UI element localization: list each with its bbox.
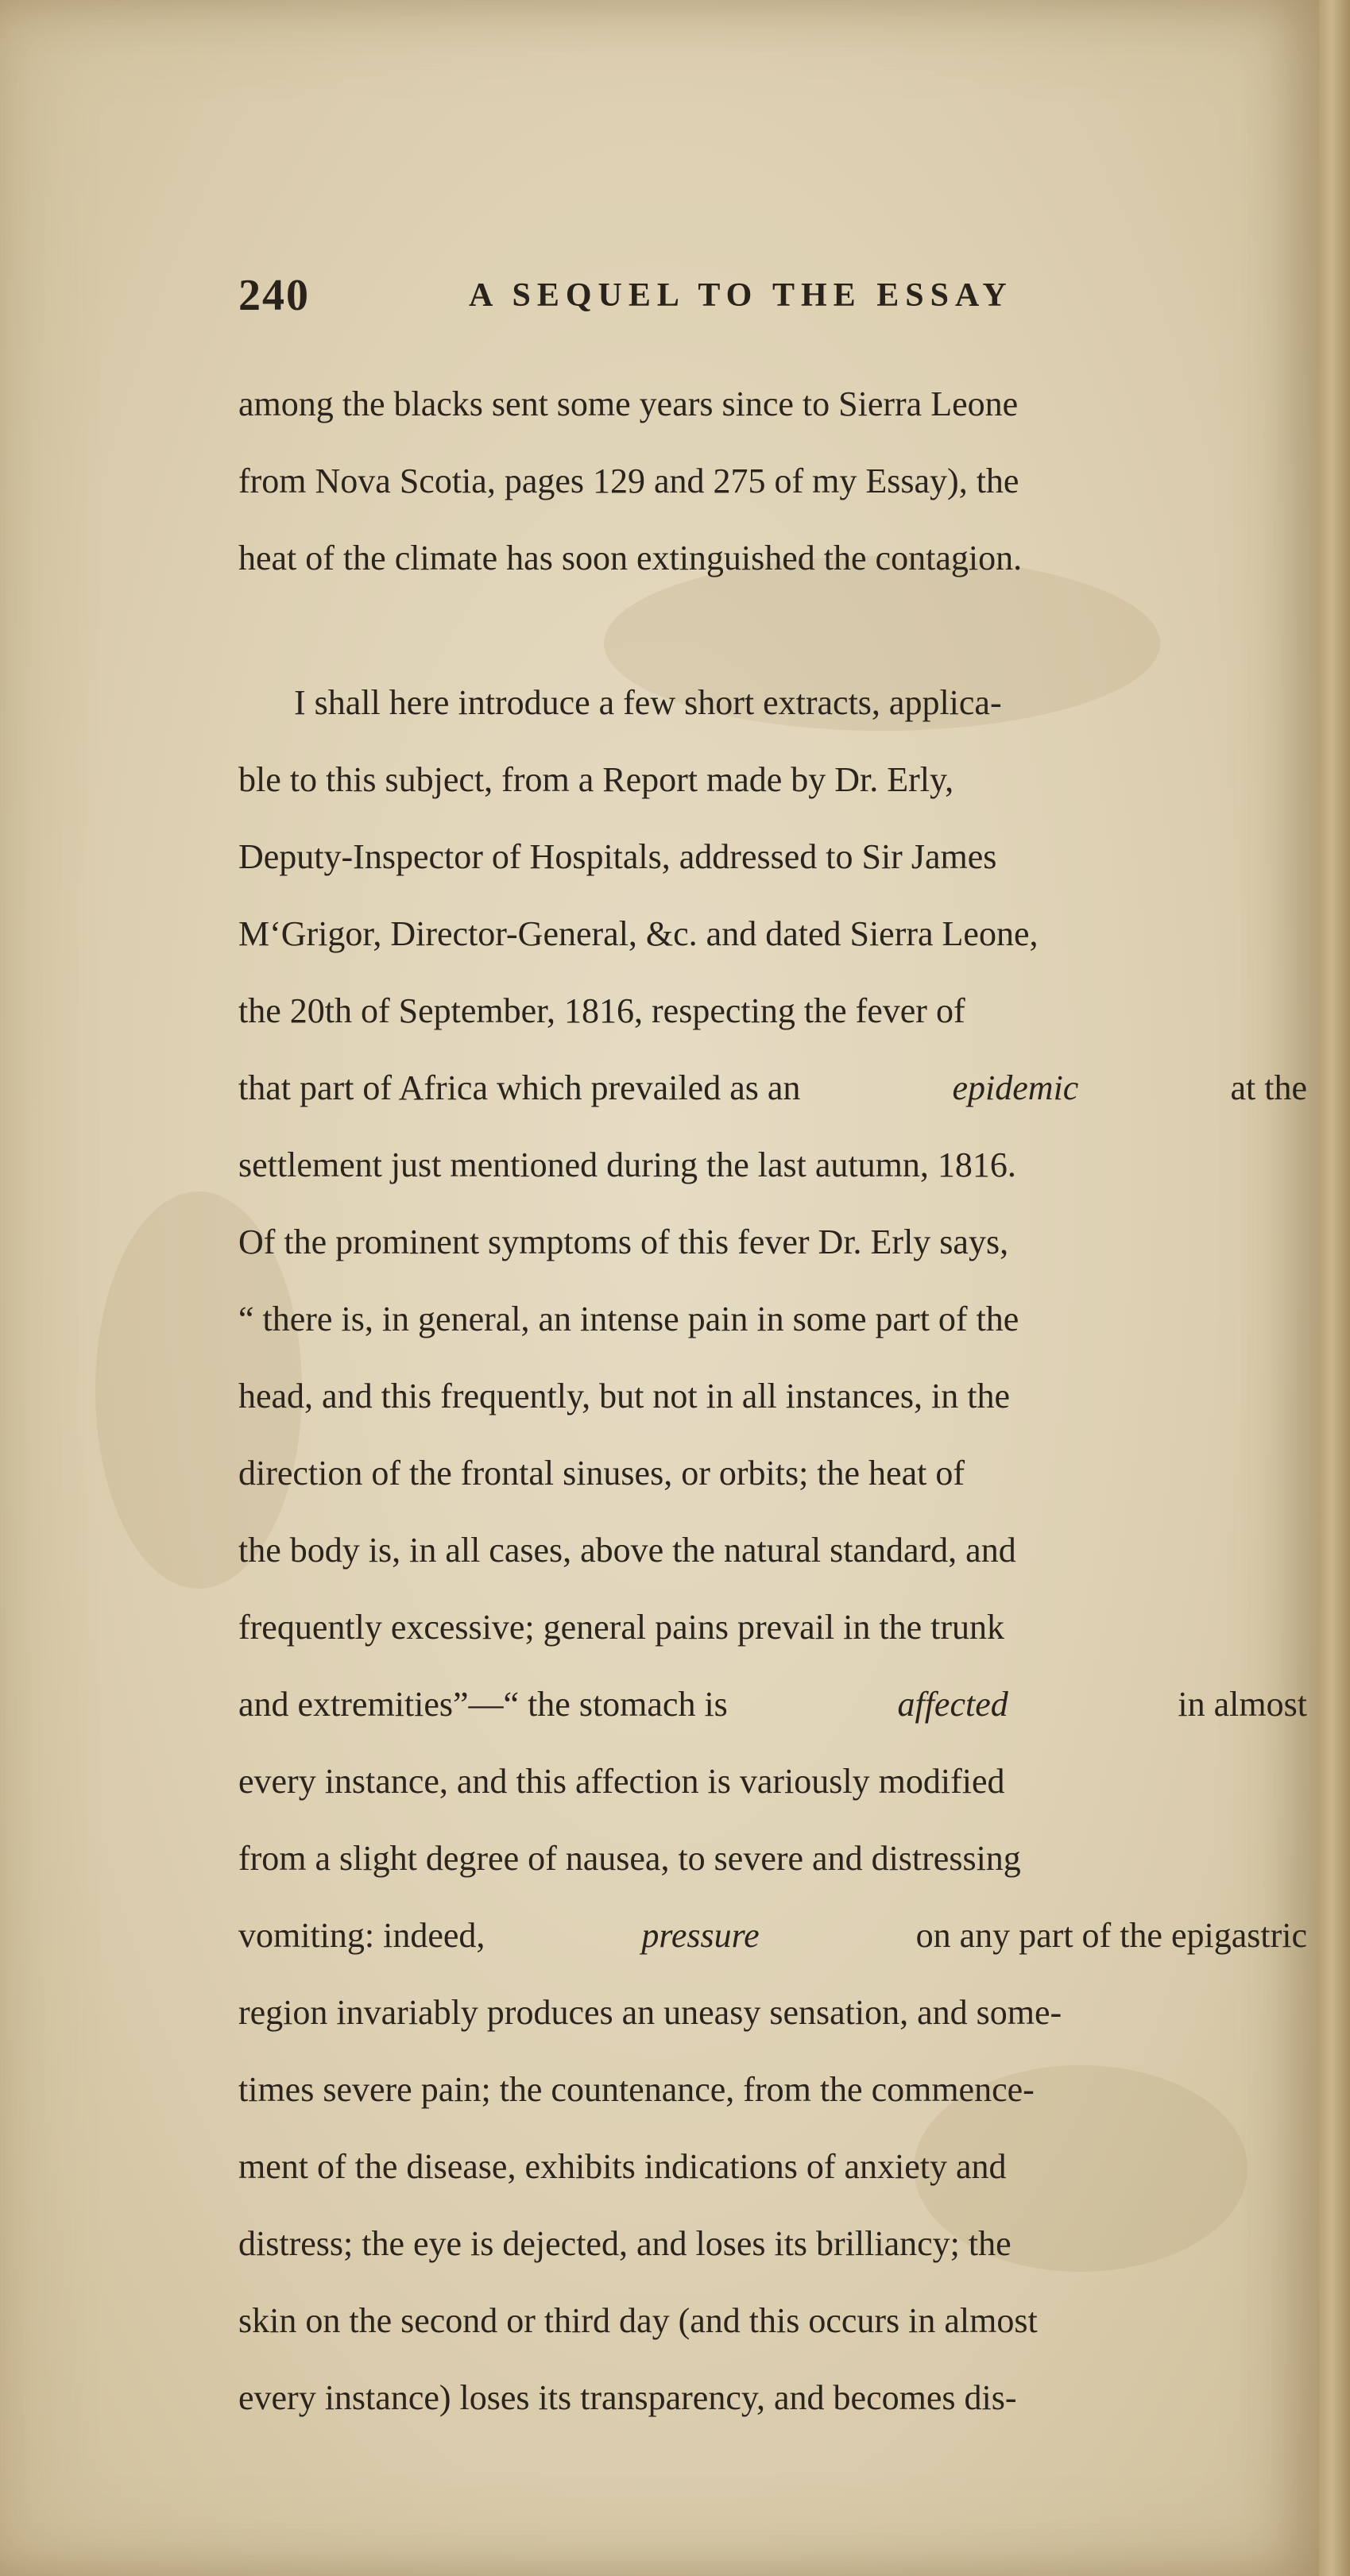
text-line: I shall here introduce a few short extracts, applica- [294, 683, 1002, 722]
text-line: skin on the second or third day (and this occurs in almost [238, 2301, 1038, 2340]
text-line: times severe pain; the countenance, from the commence- [238, 2070, 1035, 2109]
paragraph-1 [238, 365, 1307, 597]
text-line: distress; the eye is dejected, and loses its brilliancy; the [238, 2224, 1012, 2263]
italic-word: epidemic [952, 1068, 1079, 1107]
italic-word: pressure [641, 1916, 760, 1955]
text-line: that part of Africa which prevailed as an epidemic at the [238, 1049, 1307, 1126]
text-line: ment of the disease, exhibits indications of anxiety and [238, 2147, 1007, 2186]
text-line: settlement just mentioned during the last autumn, 1816. [238, 1145, 1016, 1184]
page-edge [1319, 0, 1350, 2576]
text-line: and extremities”—“ the stomach is affected in almost [238, 1666, 1307, 1743]
text-line: among the blacks sent some years since to Sierra Leone [238, 384, 1019, 423]
page-number: 240 [238, 271, 310, 320]
text-line: direction of the frontal sinuses, or orbits; the heat of [238, 1454, 965, 1493]
text-line: Deputy-Inspector of Hospitals, addressed to Sir James [238, 837, 997, 876]
text-line: the 20th of September, 1816, respecting the fever of [238, 991, 965, 1030]
running-title: A SEQUEL TO THE ESSAY [469, 277, 1013, 314]
text-line: “ there is, in general, an intense pain in some part of the [238, 1300, 1019, 1338]
paragraph-2 [238, 664, 1307, 2436]
text-line: every instance) loses its transparency, and becomes dis- [238, 2378, 1017, 2417]
text-line: head, and this frequently, but not in all instances, in the [238, 1377, 1011, 1415]
text-line: vomiting: indeed, pressure on any part of the epigastric [238, 1897, 1307, 1974]
text-line: region invariably produces an uneasy sensation, and some- [238, 1993, 1062, 2032]
text-line: ble to this subject, from a Report made by Dr. Erly, [238, 760, 954, 799]
text-line: heat of the climate has soon extinguished the contagion. [238, 539, 1023, 577]
text-line: every instance, and this affection is variously modified [238, 1762, 1005, 1801]
italic-word: affected [897, 1685, 1008, 1724]
body-text [238, 365, 1307, 2436]
text-line: M‘Grigor, Director-General, &c. and dated Sierra Leone, [238, 914, 1039, 953]
text-line: frequently excessive; general pains prevail in the trunk [238, 1608, 1004, 1647]
running-head [238, 262, 1303, 334]
text-line: from Nova Scotia, pages 129 and 275 of my Essay), the [238, 462, 1019, 500]
text-line: the body is, in all cases, above the natural standard, and [238, 1531, 1016, 1570]
paragraph-break [238, 597, 1307, 664]
text-line: from a slight degree of nausea, to severe and distressing [238, 1839, 1021, 1878]
text-line: Of the prominent symptoms of this fever Dr. Erly says, [238, 1222, 1009, 1261]
